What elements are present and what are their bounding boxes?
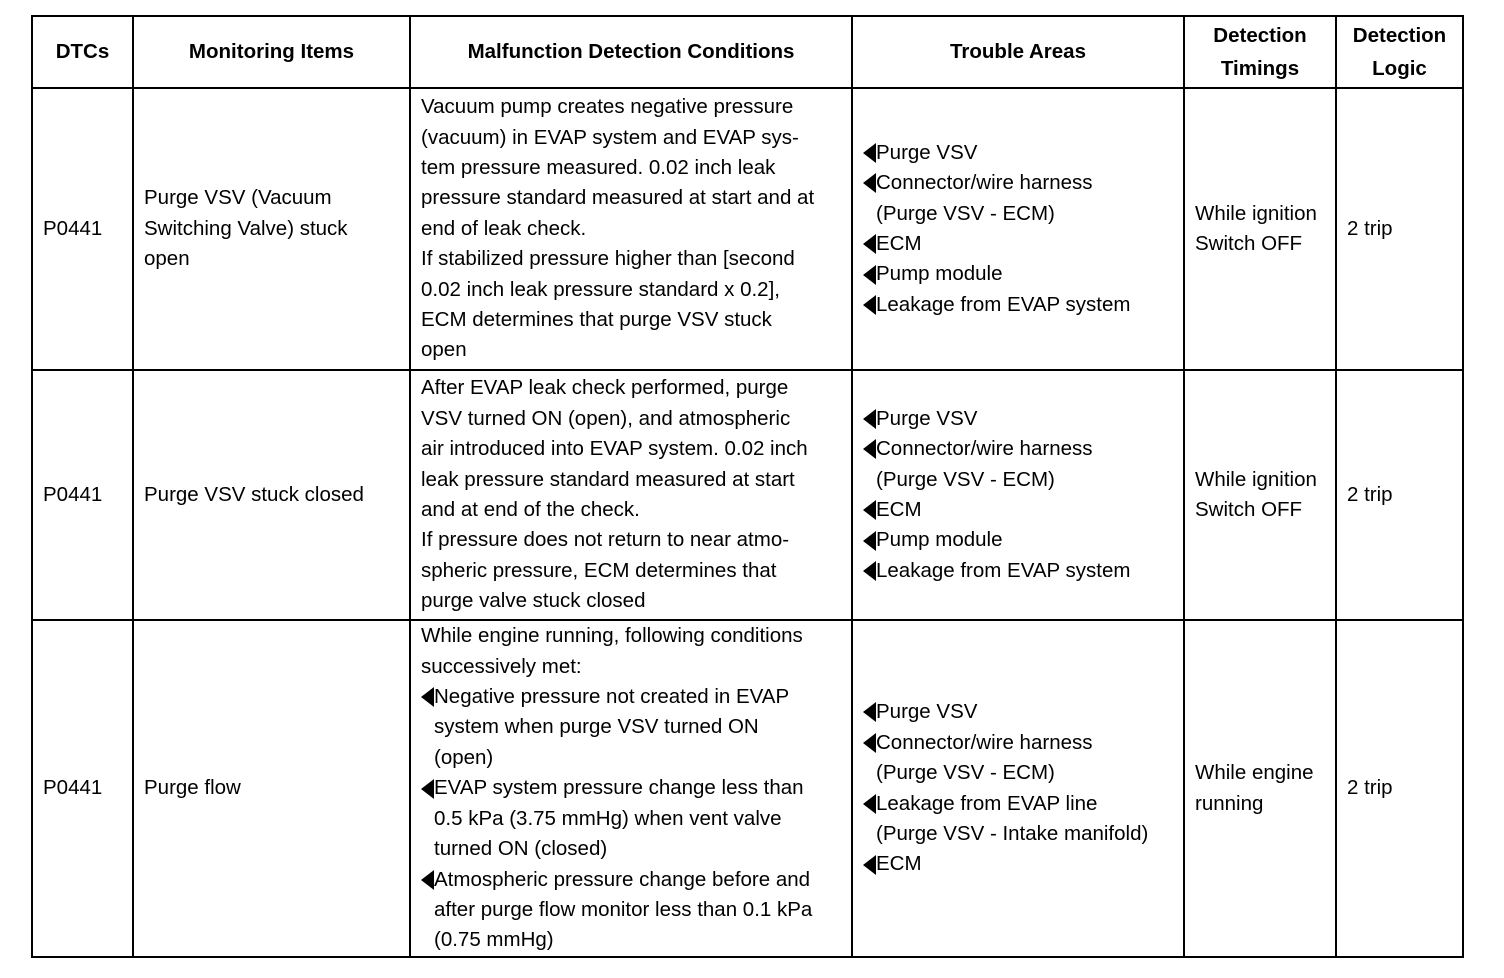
- dtc-cell: P0441: [32, 370, 133, 620]
- condition-line: Vacuum pump creates negative pressure: [421, 95, 794, 119]
- header-logic-line: Logic: [1372, 57, 1427, 80]
- header-timings-line: Timings: [1220, 57, 1300, 80]
- detection-timing-cell: [1184, 370, 1336, 620]
- trouble-area-item: [863, 290, 1173, 320]
- condition-line: open: [421, 338, 467, 362]
- detection-timing-cell: [1184, 620, 1336, 957]
- bullet-arrow-icon: [863, 794, 876, 814]
- bullet-arrow-icon: [421, 870, 434, 890]
- condition-line: If pressure does not return to near atmo-: [421, 528, 790, 552]
- trouble-area-item: [863, 849, 1173, 879]
- condition-continuation: turned ON (closed): [434, 837, 608, 861]
- trouble-area-item: [863, 259, 1173, 289]
- condition-line: and at end of the check.: [421, 498, 640, 521]
- condition-line: While engine running, following conditions: [421, 624, 803, 648]
- trouble-area-continuation: (Purge VSV - ECM): [876, 761, 1055, 785]
- item-line: Switching Valve) stuck: [144, 216, 348, 240]
- trouble-area-continuation: (Purge VSV - Intake manifold): [876, 821, 1149, 845]
- trouble-area-item: [863, 404, 1173, 434]
- detection-logic-cell: 2 trip: [1336, 88, 1463, 370]
- condition-line: purge valve stuck closed: [421, 589, 646, 613]
- header-logic-line: Detection: [1352, 23, 1447, 47]
- conditions-cell: [410, 620, 852, 957]
- item-line: Purge VSV (Vacuum: [144, 186, 332, 210]
- item-line: open: [144, 247, 190, 271]
- bullet-arrow-icon: [863, 234, 876, 254]
- condition-line: If stabilized pressure higher than [second: [421, 247, 795, 271]
- bullet-arrow-icon: [863, 561, 876, 581]
- trouble-area-text: ECM: [876, 232, 922, 255]
- condition-line: leak pressure standard measured at start: [421, 467, 795, 491]
- detection-logic-cell: 2 trip: [1336, 620, 1463, 957]
- condition-continuation: system when purge VSV turned ON: [434, 715, 759, 739]
- condition-line: tem pressure measured. 0.02 inch leak: [421, 155, 776, 179]
- bullet-arrow-icon: [863, 531, 876, 551]
- table-row: [32, 88, 1463, 370]
- trouble-areas-cell: [852, 370, 1184, 620]
- timing-line: While engine: [1195, 761, 1314, 785]
- condition-line: After EVAP leak check performed, purge: [421, 376, 789, 400]
- timing-line: While ignition: [1195, 201, 1317, 225]
- header-detection-timings: [1184, 16, 1336, 88]
- trouble-area-item: [863, 789, 1173, 819]
- conditions-cell: [410, 88, 852, 370]
- header-monitoring-items: Monitoring Items: [133, 16, 410, 88]
- header-dtcs: DTCs: [32, 16, 133, 88]
- trouble-areas-cell: [852, 88, 1184, 370]
- trouble-areas-cell: [852, 620, 1184, 957]
- trouble-area-item: [863, 434, 1173, 464]
- trouble-area-item: [863, 556, 1173, 586]
- timing-line: Switch OFF: [1195, 232, 1303, 255]
- trouble-area-item: [863, 495, 1173, 525]
- bullet-arrow-icon: [863, 500, 876, 520]
- trouble-area-continuation: (Purge VSV - ECM): [876, 467, 1055, 491]
- table-row: [32, 370, 1463, 620]
- trouble-area-text: Leakage from EVAP system: [876, 558, 1131, 582]
- condition-bullet-text: Negative pressure not created in EVAP: [434, 685, 790, 709]
- trouble-area-item: [863, 728, 1173, 758]
- dtc-cell: P0441: [32, 88, 133, 370]
- trouble-area-text: ECM: [876, 498, 922, 521]
- timing-line: While ignition: [1195, 467, 1317, 491]
- condition-line: (vacuum) in EVAP system and EVAP sys-: [421, 125, 799, 149]
- bullet-arrow-icon: [863, 855, 876, 875]
- condition-line: ECM determines that purge VSV stuck: [421, 308, 772, 332]
- table-row: [32, 620, 1463, 957]
- monitoring-item-cell: Purge flow: [133, 620, 410, 957]
- header-timings-line: Detection: [1213, 23, 1307, 47]
- dtc-cell: P0441: [32, 620, 133, 957]
- trouble-area-item: [863, 138, 1173, 168]
- bullet-arrow-icon: [421, 687, 434, 707]
- condition-bullet: [421, 773, 841, 803]
- condition-continuation: (0.75 mmHg): [434, 928, 554, 952]
- trouble-area-text: Purge VSV: [876, 140, 978, 164]
- condition-continuation: (open): [434, 745, 494, 769]
- trouble-area-item: [863, 697, 1173, 727]
- dtc-table: [31, 15, 1464, 958]
- header-row: [32, 16, 1463, 88]
- timing-line: running: [1195, 791, 1264, 815]
- trouble-area-text: Connector/wire harness: [876, 730, 1093, 754]
- condition-line: 0.02 inch leak pressure standard x 0.2],: [421, 277, 780, 301]
- bullet-arrow-icon: [863, 265, 876, 285]
- detection-timing-cell: [1184, 88, 1336, 370]
- header-detection-logic: [1336, 16, 1463, 88]
- bullet-arrow-icon: [863, 733, 876, 753]
- condition-line: pressure standard measured at start and at: [421, 186, 815, 210]
- condition-bullet: [421, 865, 841, 895]
- trouble-area-text: ECM: [876, 852, 922, 876]
- header-trouble-areas: Trouble Areas: [852, 16, 1184, 88]
- trouble-area-text: Pump module: [876, 262, 1003, 286]
- trouble-area-text: Leakage from EVAP system: [876, 292, 1131, 316]
- trouble-area-text: Purge VSV: [876, 700, 978, 724]
- condition-continuation: after purge flow monitor less than 0.1 kPa: [434, 897, 813, 921]
- monitoring-item-cell: Purge VSV stuck closed: [133, 370, 410, 620]
- condition-line: air introduced into EVAP system. 0.02 inch: [421, 437, 808, 461]
- trouble-area-text: Pump module: [876, 528, 1003, 552]
- timing-line: Switch OFF: [1195, 498, 1303, 521]
- bullet-arrow-icon: [863, 702, 876, 722]
- detection-logic-cell: 2 trip: [1336, 370, 1463, 620]
- trouble-area-continuation: (Purge VSV - ECM): [876, 201, 1055, 225]
- condition-line: end of leak check.: [421, 216, 587, 240]
- bullet-arrow-icon: [863, 143, 876, 163]
- monitoring-item-cell: [133, 88, 410, 370]
- condition-line: spheric pressure, ECM determines that: [421, 558, 777, 582]
- bullet-arrow-icon: [863, 295, 876, 315]
- bullet-arrow-icon: [863, 409, 876, 429]
- condition-line: successively met:: [421, 654, 582, 678]
- trouble-area-text: Purge VSV: [876, 406, 978, 430]
- trouble-area-text: Connector/wire harness: [876, 171, 1093, 195]
- conditions-cell: [410, 370, 852, 620]
- header-conditions: Malfunction Detection Conditions: [410, 16, 852, 88]
- trouble-area-text: Connector/wire harness: [876, 437, 1093, 461]
- bullet-arrow-icon: [863, 439, 876, 459]
- trouble-area-item: [863, 229, 1173, 259]
- bullet-arrow-icon: [863, 173, 876, 193]
- bullet-arrow-icon: [421, 779, 434, 799]
- condition-bullet-text: EVAP system pressure change less than: [434, 776, 804, 800]
- condition-bullet: [421, 682, 841, 712]
- trouble-area-text: Leakage from EVAP line: [876, 791, 1098, 815]
- trouble-area-item: [863, 168, 1173, 198]
- condition-continuation: 0.5 kPa (3.75 mmHg) when vent valve: [434, 806, 782, 830]
- condition-line: VSV turned ON (open), and atmospheric: [421, 406, 791, 430]
- condition-bullet-text: Atmospheric pressure change before and: [434, 867, 811, 891]
- trouble-area-item: [863, 525, 1173, 555]
